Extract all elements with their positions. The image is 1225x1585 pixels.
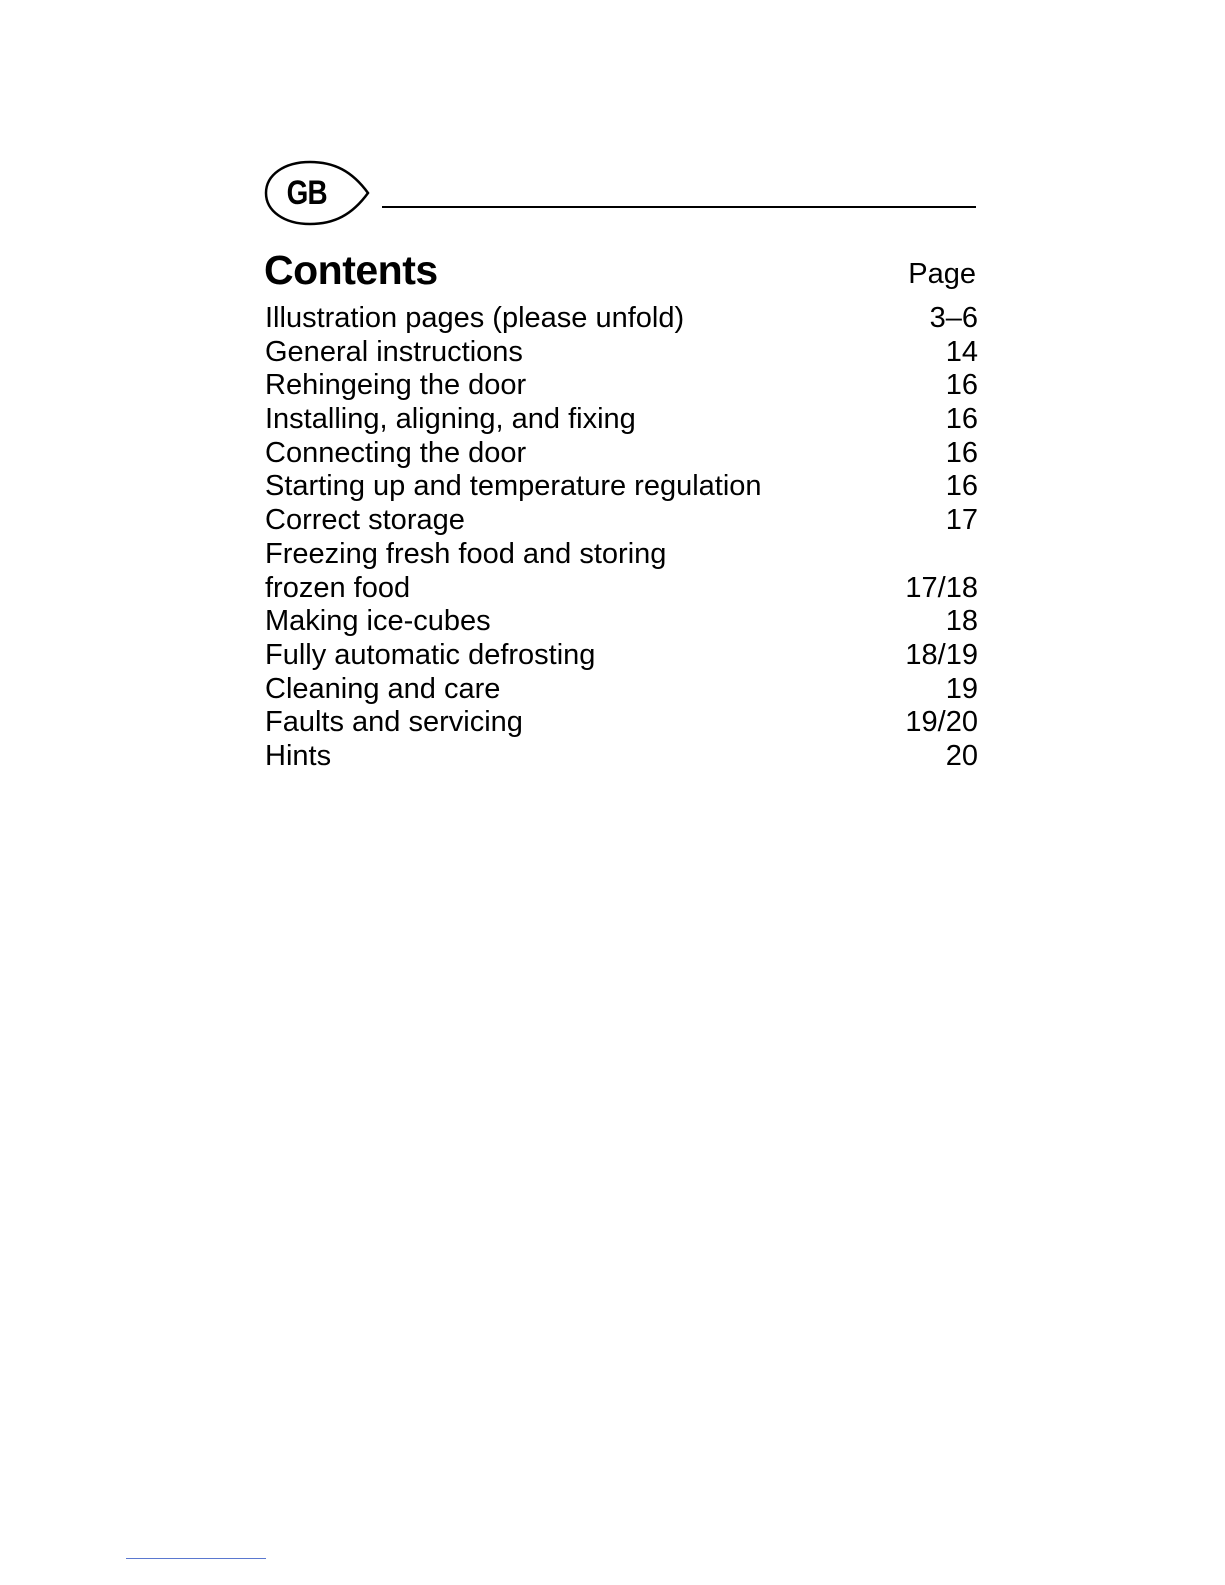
toc-entry (265, 639, 978, 673)
toc-entry-title: Installing, aligning, and fixing (265, 403, 636, 436)
toc-entry-page: 19/20 (905, 706, 978, 739)
country-code: GB (286, 174, 327, 212)
toc-entry (265, 470, 978, 504)
toc-entry (265, 437, 978, 471)
table-of-contents (265, 302, 978, 774)
toc-entry (265, 369, 978, 403)
toc-entry-title: Rehingeing the door (265, 369, 527, 402)
toc-entry-title: Freezing fresh food and storing (265, 537, 667, 570)
toc-entry-title: Hints (265, 739, 332, 772)
toc-entry-page (898, 538, 978, 572)
toc-entry (265, 336, 978, 370)
toc-entry-page: 18 (945, 605, 978, 638)
toc-entry-page: 17 (945, 504, 978, 537)
toc-entry-title: Connecting the door (265, 436, 527, 469)
toc-entry (265, 538, 978, 572)
toc-entry (265, 673, 978, 707)
toc-entry-title: Fully automatic defrosting (265, 638, 596, 671)
toc-entry-title: Faults and servicing (265, 706, 523, 739)
toc-entry-title: Making ice-cubes (265, 605, 491, 638)
toc-entry-page: 3–6 (929, 302, 978, 334)
toc-entry-title: Starting up and temperature regulation (265, 470, 762, 503)
toc-entry (265, 740, 978, 774)
header-rule (382, 206, 976, 208)
page-column-heading: Page (908, 258, 976, 290)
toc-entry-page: 14 (945, 335, 978, 368)
country-badge (264, 160, 370, 226)
toc-entry-page: 16 (945, 436, 978, 469)
page-header (264, 160, 976, 230)
toc-entry (265, 403, 978, 437)
toc-entry-page: 16 (945, 470, 978, 503)
toc-entry-page: 18/19 (905, 638, 978, 671)
toc-entry-title: Cleaning and care (265, 672, 501, 705)
toc-entry-page: 20 (945, 739, 978, 772)
toc-entry-title: General instructions (265, 335, 523, 368)
toc-entry (265, 706, 978, 740)
toc-entry (265, 302, 978, 336)
toc-entry-title: Correct storage (265, 504, 465, 537)
footer-rule (126, 1558, 266, 1559)
toc-entry (265, 504, 978, 538)
toc-entry-page: 19 (945, 672, 978, 705)
toc-entry-title: frozen food (265, 571, 411, 604)
toc-entry-page: 16 (945, 369, 978, 402)
page-title: Contents (264, 247, 438, 293)
toc-entry-page: 17/18 (905, 571, 978, 604)
toc-entry-title: Illustration pages (please unfold) (265, 302, 685, 334)
toc-entry (265, 572, 978, 606)
toc-entry (265, 605, 978, 639)
toc-entry-page: 16 (945, 403, 978, 436)
